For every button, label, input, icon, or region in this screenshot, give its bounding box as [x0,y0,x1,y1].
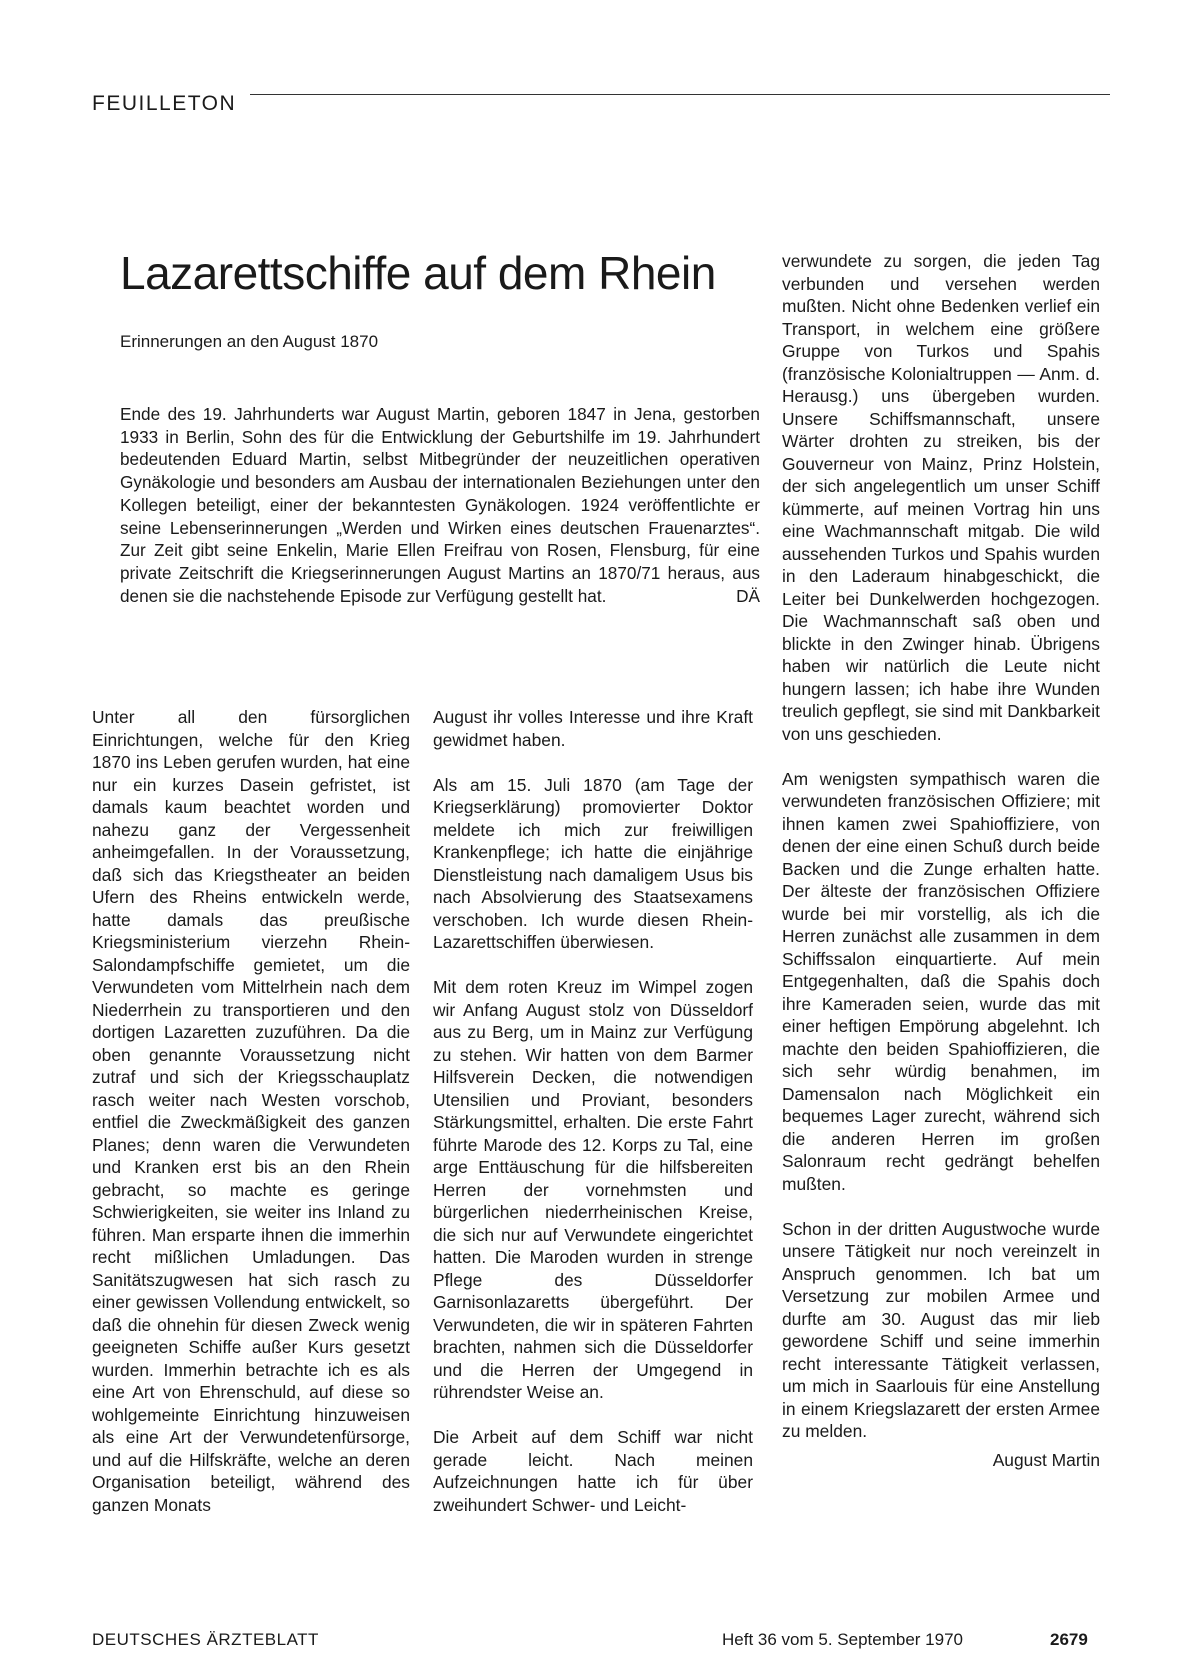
header-rule [250,94,1110,95]
article-title: Lazarettschiffe auf dem Rhein [120,247,716,299]
paragraph-2: Als am 15. Juli 1870 (am Tage der Kriegserklärung) promovierter Doktor meldete ich mich zur freiwilligen Krankenpflege; ich hatte die einjährige Dienstleistung nach damaligem Usus bis nach Absolvierung des Staatsexamens verschoben. Ich wurde diesen Rhein-Lazarettschiffen überwiesen. [433,774,753,952]
column-2 [433,706,753,1516]
paragraph-6: Schon in der dritten Augustwoche wurde unsere Tätigkeit nur noch vereinzelt in Anspruch genommen. Ich bat um Versetzung zur mobilen Armee und durfte am 30. August das mir lieb gewordene Schiff und seine immerhin recht interessante Tätigkeit verlassen, um mich in Saarlouis für eine Anstellung in einem Kriegslazarett der ersten Armee zu melden. [782,1218,1100,1441]
article-subtitle: Erinnerungen an den August 1870 [120,332,379,351]
footer-issue: Heft 36 vom 5. September 1970 [722,1630,963,1649]
section-label: FEUILLETON [92,92,237,115]
article-intro [120,403,760,607]
footer-page-number: 2679 [1050,1630,1088,1649]
paragraph-1-part-1: Unter all den fürsorglichen Einrichtungen, welche für den Krieg 1870 ins Leben gerufen wurden, hat eine nur ein kurzes Dasein gefristet, ist damals kaum beachtet worden und nahezu ganz der Vergessenheit anheimgefallen. In der Voraussetzung, daß sich das Kriegstheater an beiden Ufern des Rheins entwickeln werde, hatte damals das preußische Kriegsministerium vierzehn Rhein-Salondampfschiffe gemietet, um die Verwundeten vom Mittelrhein nach dem Niederrhein zu transportieren und den dortigen Lazaretten zuzuführen. Da die oben genannte Voraussetzung nicht zutraf und sich der Kriegsschauplatz rasch weiter nach Westen vorschob, entfiel die Zweckmäßigkeit des ganzen Planes; denn waren die Verwundeten und Kranken erst bis an den Rhein gebracht, so machte es geringe Schwierigkeiten, sie weiter ins Inland zu führen. Man ersparte ihnen die immerhin recht mißlichen Umladungen. Das Sanitätszugwesen hat sich rasch zu einer gewissen Vollendung entwickelt, so daß die ohnehin für diesen Zweck wenig geeigneten Schiffe außer Kurs gesetzt wurden. Immerhin betrachte ich es als eine Art von Ehrenschuld, auf diese so wohlgemeinte Einrichtung hinzuweisen als eine Art der Verwundetenfürsorge, und auf die Hilfskräfte, welche an deren Organisation beteiligt, während des ganzen Monats [92,707,410,1515]
article-author: August Martin [992,1449,1100,1470]
column-3 [782,250,1100,1471]
column-1 [92,706,410,1516]
intro-signature: DÄ [736,585,760,606]
footer-journal: DEUTSCHES ÄRZTEBLATT [92,1630,319,1649]
paragraph-4-part-1: Die Arbeit auf dem Schiff war nicht gerade leicht. Nach meinen Aufzeichnungen hatte ich für über zweihundert Schwer- und Leicht- [433,1427,753,1515]
paragraph-1-part-2: August ihr volles Interesse und ihre Kraft gewidmet haben. [433,707,753,750]
paragraph-5: Am wenigsten sympathisch waren die verwundeten französischen Offiziere; mit ihnen kamen zwei Spahioffiziere, von denen der eine einen Schuß durch beide Backen und die Zunge erhalten hatte. Der älteste der französischen Offiziere wurde bei mir vorstellig, als ich die Herren zunächst alle zusammen in dem Schiffssalon einquartierte. Auf mein Entgegenhalten, daß die Spahis doch ihre Kameraden seien, wurde das mit einer heftigen Empörung abgelehnt. Ich machte den beiden Spahioffizieren, die sich sehr würdig benahmen, im Damensalon nach Möglichkeit ein bequemes Lager zurecht, während sich die anderen Herren im großen Salonraum recht gedrängt behelfen mußten. [782,768,1100,1194]
paragraph-3: Mit dem roten Kreuz im Wimpel zogen wir Anfang August stolz von Düsseldorf aus zu Berg, um in Mainz zur Verfügung zu stehen. Wir hatten von dem Barmer Hilfsverein Decken, die notwendigen Utensilien und Proviant, besonders Stärkungsmittel, erhalten. Die erste Fahrt führte Marode des 12. Korps zu Tal, eine arge Enttäuschung für die hilfsbereiten Herren der vornehmsten und bürgerlichen niederrheinischen Kreise, die sich nur auf Verwundete eingerichtet hatten. Die Maroden wurden in strenge Pflege des Düsseldorfer Garnisonlazaretts übergeführt. Der Verwundeten, die wir in späteren Fahrten brachten, nahmen sich die Düsseldorfer und die Herren der Umgegend in rührendster Weise an. [433,977,753,1402]
paragraph-4-part-2: verwundete zu sorgen, die jeden Tag verbunden und versehen werden mußten. Nicht ohne Bedenken verlief ein Transport, in welchem eine größere Gruppe von Turkos und Spahis (französische Kolonialtruppen — Anm. d. Herausg.) uns übergeben wurden. Unsere Schiffsmannschaft, unsere Wärter drohten zu streiken, bis der Gouverneur von Mainz, Prinz Holstein, der sich angelegentlich um unser Schiff kümmerte, auf meinen Vortrag hin uns eine Wachmannschaft mitgab. Die wild aussehenden Turkos und Spahis wurden in den Laderaum hinabgeschickt, die Leiter bei Dunkelwerden hochgezogen. Die Wachmannschaft saß oben und blickte in den Zwinger hinab. Übrigens haben wir natürlich die Leute nicht hungern lassen; ich habe ihre Wunden treulich gepflegt, sie sind mit Dankbarkeit von uns geschieden. [782,251,1100,744]
intro-text: Ende des 19. Jahrhunderts war August Martin, geboren 1847 in Jena, gestorben 1933 in Berlin, Sohn des für die Entwicklung der Geburtshilfe im 19. Jahrhundert bedeutenden Eduard Martin, selbst Mitbegründer der neuzeitlichen operativen Gynäkologie und besonders am Ausbau der internationalen Beziehungen unter den Kollegen beteiligt, einer der bekanntesten Gynäkologen. 1924 veröffentlichte er seine Lebenserinnerungen „Werden und Wirken eines deutschen Frauenarztes“. Zur Zeit gibt seine Enkelin, Marie Ellen Freifrau von Rosen, Flensburg, für eine private Zeitschrift die Kriegserinnerungen August Martins an 1870/71 heraus, aus denen sie die nachstehende Episode zur Verfügung gestellt hat. [120,404,760,606]
